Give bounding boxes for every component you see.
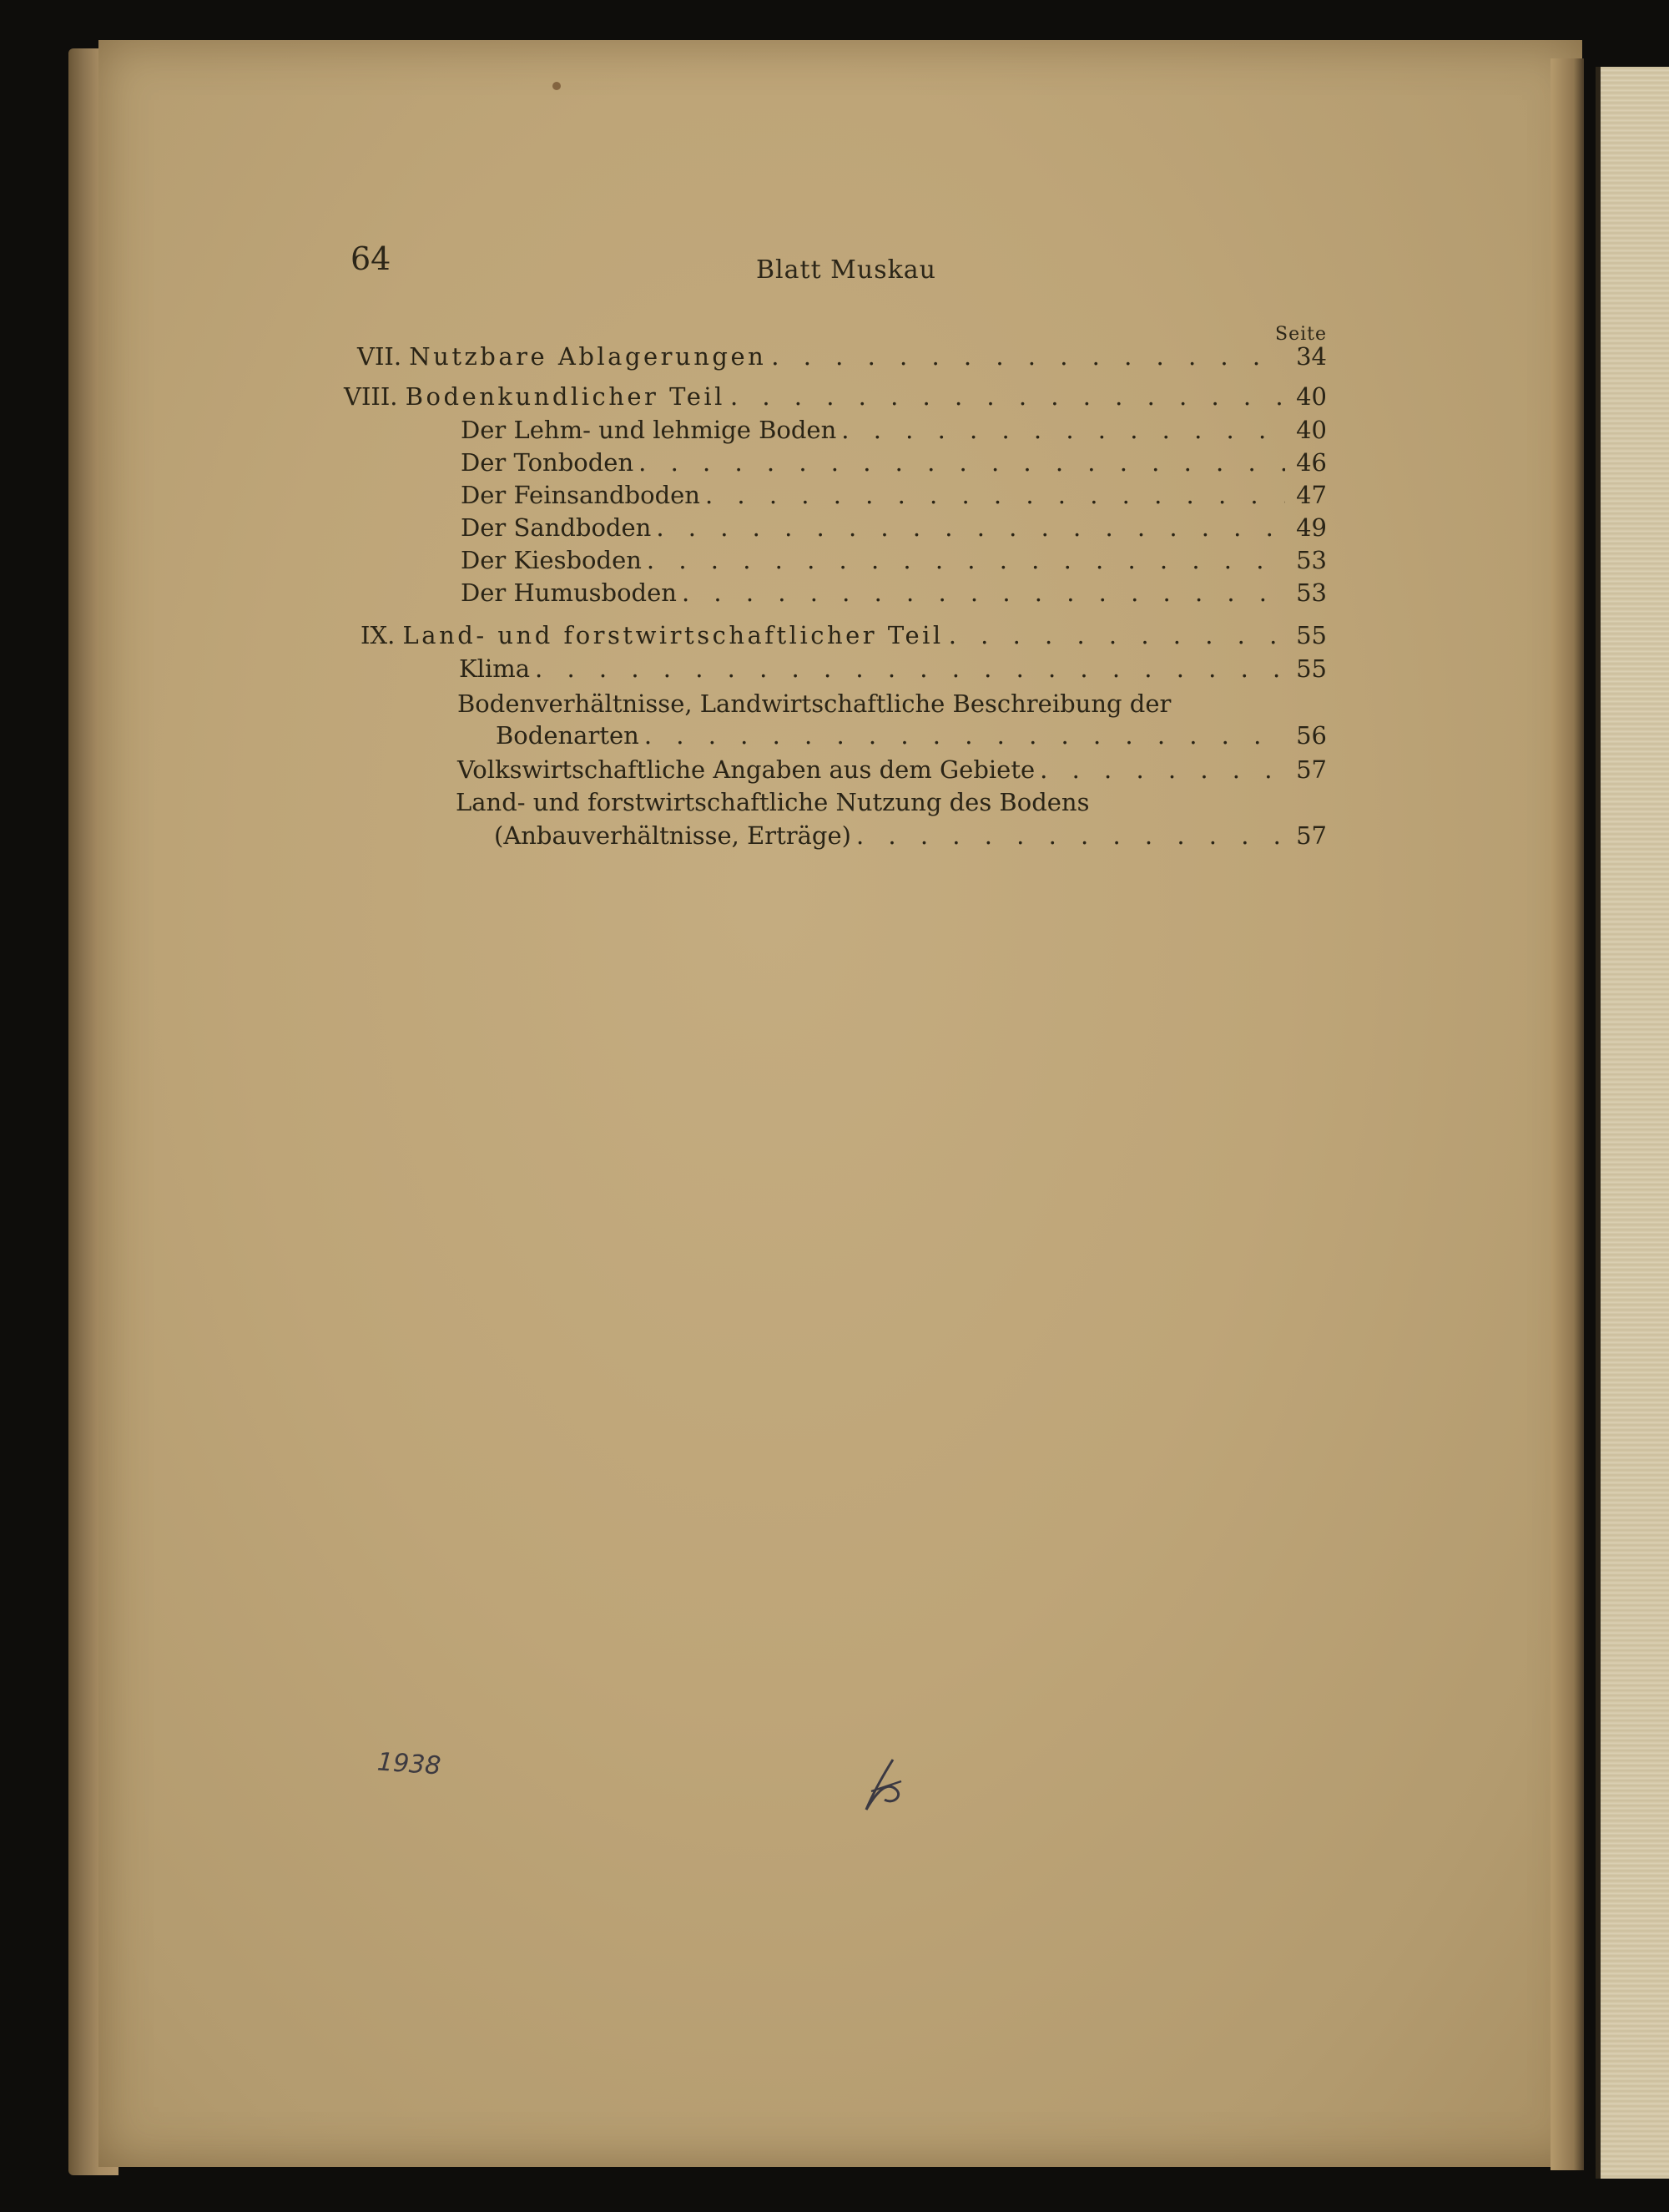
toc-entry-page: 49 [1296, 513, 1327, 542]
toc-entry-title: Nutzbare Ablagerungen [409, 342, 767, 371]
toc-entry-title: Der Lehm- und lehmige Boden [461, 416, 837, 444]
toc-entry-title-line1: Bodenverhältnisse, Landwirtschaftliche Beschreibung der [457, 689, 1172, 718]
toc-entry [496, 721, 1327, 751]
dot-leader [705, 481, 1285, 509]
toc-entry [461, 546, 1327, 576]
toc-entry-page: 40 [1296, 416, 1327, 444]
toc-entry-page: 55 [1296, 654, 1327, 683]
toc-entry-title: Land- und forstwirtschaftlicher Teil [402, 621, 944, 649]
toc-entry-title-line1: Land- und forstwirtschaftliche Nutzung des Bodens [456, 788, 1090, 816]
toc-entry [461, 513, 1327, 543]
toc-entry-title: Der Tonboden [461, 448, 634, 477]
toc-entry-page: 53 [1296, 546, 1327, 574]
dot-leader [841, 416, 1285, 444]
dot-leader [949, 621, 1285, 649]
toc-entry-page: 57 [1296, 821, 1327, 850]
handwritten-initial-mark [860, 1756, 910, 1815]
dot-leader [771, 342, 1285, 371]
toc-entry-title: Volkswirtschaftliche Angaben aus dem Gebiete [457, 755, 1036, 784]
dot-leader [730, 382, 1285, 411]
toc-entry [461, 481, 1327, 511]
dot-leader [535, 654, 1285, 683]
toc-entry-title: Bodenkundlicher Teil [405, 382, 725, 411]
toc-entry-page: 57 [1296, 755, 1327, 784]
toc-entry-number: IX. [361, 621, 396, 649]
toc-entry-number: VIII. [344, 382, 398, 411]
toc-entry-page: 47 [1296, 481, 1327, 509]
handwritten-year-note: 1938 [376, 1747, 442, 1781]
toc-entry [344, 382, 1327, 412]
toc-entry-title: Der Kiesboden [461, 546, 642, 574]
toc-entry-number: VII. [357, 342, 402, 371]
toc-entry-title-line2: Bodenarten [496, 721, 639, 750]
dot-leader [638, 448, 1285, 477]
toc-entry-title: Der Feinsandboden [461, 481, 700, 509]
running-title: Blatt Muskau [756, 255, 936, 285]
dot-leader [856, 821, 1285, 850]
toc-entry-page: 34 [1296, 342, 1327, 371]
dot-leader [656, 513, 1285, 542]
toc-entry [357, 342, 1327, 372]
toc-entry-page: 55 [1296, 621, 1327, 649]
toc-entry-page: 56 [1296, 721, 1327, 750]
toc-entry [457, 755, 1327, 785]
dot-leader [644, 721, 1285, 750]
page-number: 64 [350, 240, 391, 277]
toc-entry-title-line2: (Anbauverhältnisse, Erträge) [494, 821, 851, 850]
page-column-label: Seite [1275, 324, 1327, 345]
toc-entry [361, 621, 1327, 651]
dot-leader [647, 546, 1285, 574]
toc-entry-page: 40 [1296, 382, 1327, 411]
toc-entry-page: 46 [1296, 448, 1327, 477]
toc-entry-title: Der Sandboden [461, 513, 652, 542]
dot-leader [1040, 755, 1285, 784]
toc-entry [459, 654, 1327, 684]
toc-entry-page: 53 [1296, 578, 1327, 607]
toc-entry-title: Klima [459, 654, 531, 683]
toc-entry-title: Der Humusboden [461, 578, 677, 607]
toc-entry [494, 821, 1327, 851]
toc-entry [461, 448, 1327, 478]
toc-entry [461, 416, 1327, 446]
toc-entry [461, 578, 1327, 609]
dot-leader [682, 578, 1285, 607]
